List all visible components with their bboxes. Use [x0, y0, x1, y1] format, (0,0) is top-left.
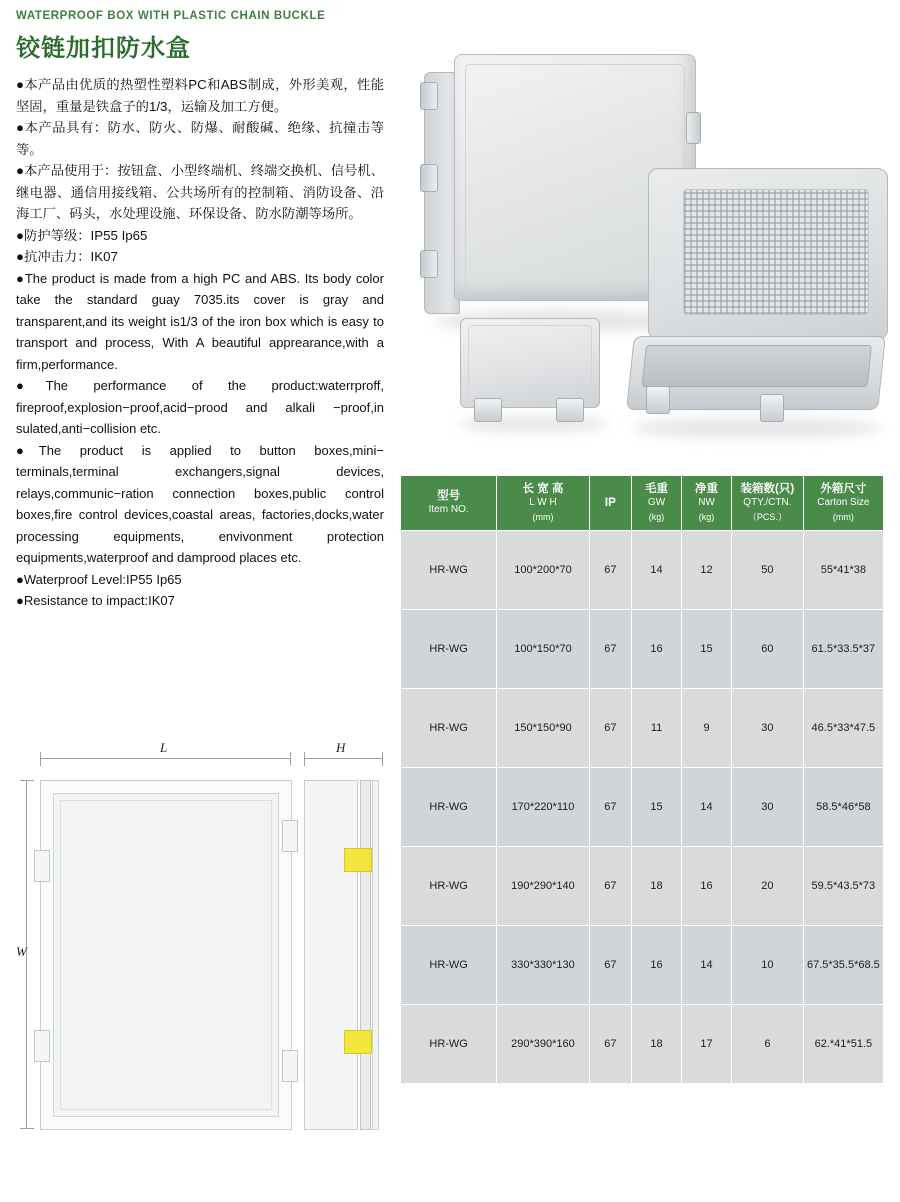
- desc-en-1: ●The performance of the product:waterrproff, fireproof,explosion−proof,acid−prood and alkali −proof,in sulated,anti−collision etc.: [16, 378, 384, 436]
- th-model: [401, 476, 497, 531]
- th-qty-cn: 装箱数(只): [740, 483, 795, 495]
- cell-gw: 14: [632, 531, 682, 610]
- dim-tick-l-right: [290, 752, 291, 766]
- front-view-inner-panel: [53, 793, 279, 1117]
- product-image-open-box: [630, 168, 890, 438]
- title-chinese: 铰链加扣防水盒: [16, 35, 191, 62]
- hinge-bottom-icon: [420, 250, 438, 278]
- th-ip-label: IP: [604, 497, 616, 509]
- cell-qty: 10: [732, 926, 804, 1005]
- table-row: [401, 926, 884, 1005]
- table-body: [401, 531, 884, 1084]
- th-ip: [589, 476, 631, 531]
- table-row: [401, 531, 884, 610]
- cell-size: 290*390*160: [497, 1005, 589, 1084]
- cell-gw: 11: [632, 689, 682, 768]
- cell-gw: 18: [632, 1005, 682, 1084]
- th-gw-cn: 毛重: [645, 483, 669, 495]
- front-view-tab-right-top: [282, 820, 298, 852]
- th-net-weight: [682, 476, 732, 531]
- cell-size: 100*150*70: [497, 610, 589, 689]
- drawing-side-view: [304, 780, 386, 1128]
- th-gw-unit: (kg): [648, 512, 665, 522]
- cell-nw: 9: [682, 689, 732, 768]
- th-size-cn: 长 宽 高: [522, 483, 564, 495]
- small-box-latch-right: [556, 398, 584, 422]
- cell-carton: 62.*41*51.5: [803, 1005, 883, 1084]
- cell-qty: 60: [732, 610, 804, 689]
- small-box-body: [460, 318, 600, 408]
- small-box-latch-left: [474, 398, 502, 422]
- open-box-latch-right: [760, 394, 784, 422]
- cell-size: 100*200*70: [497, 531, 589, 610]
- open-box-latch-left: [646, 386, 670, 414]
- desc-en-3: ●Waterproof Level:IP55 Ip65: [16, 571, 182, 587]
- th-gw-en: GW: [647, 497, 666, 508]
- cell-qty: 20: [732, 847, 804, 926]
- desc-en-0: ●The product is made from a high PC and ABS. Its body color take the standard guay 7035.its cover is gray and transparent,and its weight is1/3 of the iron box which is easy to transport and process, With A beautiful apprearance,with a firm,performance.: [16, 270, 384, 372]
- cell-ip: 67: [589, 689, 631, 768]
- side-view-strip-outer: [372, 780, 379, 1130]
- th-carton-en: Carton Size: [817, 497, 870, 508]
- highlight-marker-top: [344, 848, 372, 872]
- th-model-en: Item NO.: [428, 504, 469, 515]
- front-view-tab-left-top: [34, 850, 50, 882]
- cell-model: HR-WG: [401, 847, 497, 926]
- th-carton-size: [803, 476, 883, 531]
- cell-qty: 30: [732, 689, 804, 768]
- cell-carton: 67.5*35.5*68.5: [803, 926, 883, 1005]
- th-size-unit: (mm): [532, 512, 554, 522]
- cell-model: HR-WG: [401, 531, 497, 610]
- side-view-strip: [360, 780, 371, 1130]
- table-header-row: [401, 476, 884, 531]
- product-description: [16, 74, 384, 612]
- dimension-line-length: [40, 758, 290, 759]
- cell-gw: 15: [632, 768, 682, 847]
- cell-ip: 67: [589, 1005, 631, 1084]
- specification-table: [400, 475, 884, 1084]
- cell-nw: 15: [682, 610, 732, 689]
- highlight-marker-bottom: [344, 1030, 372, 1054]
- cell-carton: 58.5*46*58: [803, 768, 883, 847]
- cover-vent-pattern: [683, 189, 869, 315]
- dimension-line-height: [304, 758, 382, 759]
- dimension-label-height: H: [336, 740, 346, 755]
- dim-tick-l-left: [40, 752, 41, 766]
- front-view-tab-left-bottom: [34, 1030, 50, 1062]
- th-quantity: [732, 476, 804, 531]
- drawing-front-view: [40, 780, 292, 1130]
- product-image-small-box: [460, 318, 600, 428]
- cell-model: HR-WG: [401, 689, 497, 768]
- th-nw-en: NW: [698, 497, 715, 508]
- desc-cn-2: ●本产品使用于：按钮盒、小型终端机、终端交换机、信号机、继电器、通信用接线箱、公共场所有的控制箱、消防设备、沿海工厂、码头，水处理设施、环保设备、防水防潮等场所。: [16, 163, 384, 221]
- cell-model: HR-WG: [401, 1005, 497, 1084]
- title-english: WATERPROOF BOX WITH PLASTIC CHAIN BUCKLE: [16, 10, 326, 22]
- desc-cn-1: ●本产品具有：防水、防火、防爆、耐酸碱、绝缘、抗撞击等等。: [16, 120, 384, 157]
- cell-ip: 67: [589, 926, 631, 1005]
- cell-nw: 12: [682, 531, 732, 610]
- cell-ip: 67: [589, 847, 631, 926]
- product-photos: [400, 18, 890, 448]
- cell-carton: 46.5*33*47.5: [803, 689, 883, 768]
- hinge-top-icon: [420, 82, 438, 110]
- desc-en-4: ●Resistance to impact:IK07: [16, 593, 175, 608]
- cell-size: 170*220*110: [497, 768, 589, 847]
- desc-cn-3: ●防护等级：IP55 Ip65: [16, 227, 148, 243]
- dimension-label-width: W: [16, 944, 27, 959]
- cell-gw: 16: [632, 926, 682, 1005]
- cell-ip: 67: [589, 768, 631, 847]
- table-row: [401, 1005, 884, 1084]
- cell-qty: 50: [732, 531, 804, 610]
- cell-ip: 67: [589, 531, 631, 610]
- cell-model: HR-WG: [401, 610, 497, 689]
- hinge-middle-icon: [420, 164, 438, 192]
- th-gross-weight: [632, 476, 682, 531]
- table-row: [401, 768, 884, 847]
- th-nw-unit: (kg): [698, 512, 715, 522]
- th-carton-cn: 外箱尺寸: [820, 483, 867, 495]
- cell-nw: 14: [682, 926, 732, 1005]
- dim-tick-w-top: [20, 780, 34, 781]
- small-box-inner-edge: [468, 325, 592, 401]
- dim-tick-h-left: [304, 752, 305, 766]
- table-row: [401, 847, 884, 926]
- cell-nw: 14: [682, 768, 732, 847]
- latch-top-icon: [686, 112, 701, 144]
- th-nw-cn: 净重: [695, 483, 719, 495]
- dimension-label-length: L: [160, 740, 168, 755]
- cell-carton: 55*41*38: [803, 531, 883, 610]
- open-box-base-inner: [642, 345, 872, 387]
- cell-model: HR-WG: [401, 926, 497, 1005]
- desc-cn-0: ●本产品由优质的热塑性塑料PC和ABS制成，外形美观，性能坚固，重量是铁盒子的1/3，运输及加工方便。: [16, 77, 384, 114]
- cell-size: 330*330*130: [497, 926, 589, 1005]
- cell-qty: 30: [732, 768, 804, 847]
- cell-qty: 6: [732, 1005, 804, 1084]
- cell-gw: 18: [632, 847, 682, 926]
- cell-size: 190*290*140: [497, 847, 589, 926]
- cell-ip: 67: [589, 610, 631, 689]
- table-row: [401, 689, 884, 768]
- desc-cn-4: ●抗冲击力：IK07: [16, 249, 118, 264]
- th-size: [497, 476, 589, 531]
- th-size-en: L W H: [529, 497, 557, 508]
- technical-drawing: [16, 740, 386, 1150]
- th-model-cn: 型号: [437, 490, 461, 502]
- cell-size: 150*150*90: [497, 689, 589, 768]
- cell-carton: 59.5*43.5*73: [803, 847, 883, 926]
- cell-gw: 16: [632, 610, 682, 689]
- th-qty-en: QTY./CTN.: [743, 497, 792, 508]
- table-row: [401, 610, 884, 689]
- th-qty-unit: （PCS.）: [747, 512, 787, 522]
- page-header: [16, 10, 396, 63]
- front-view-inner-outline: [60, 800, 272, 1110]
- cell-carton: 61.5*33.5*37: [803, 610, 883, 689]
- th-carton-unit: (mm): [832, 512, 854, 522]
- cell-nw: 17: [682, 1005, 732, 1084]
- open-box-cover: [648, 168, 888, 340]
- dim-tick-h-right: [382, 752, 383, 766]
- dim-tick-w-bottom: [20, 1128, 34, 1129]
- side-view-panel: [304, 780, 358, 1130]
- cell-model: HR-WG: [401, 768, 497, 847]
- cell-nw: 16: [682, 847, 732, 926]
- desc-en-2: ●The product is applied to button boxes,mini− terminals,terminal exchangers,signal devices, relays,communic−ration connection boxes,public control boxes,fire control devices,coastal areas, factories,docks,water processing equipments, envivonment protection equipments,waterproof and damprood places etc.: [16, 442, 384, 565]
- front-view-tab-right-bottom: [282, 1050, 298, 1082]
